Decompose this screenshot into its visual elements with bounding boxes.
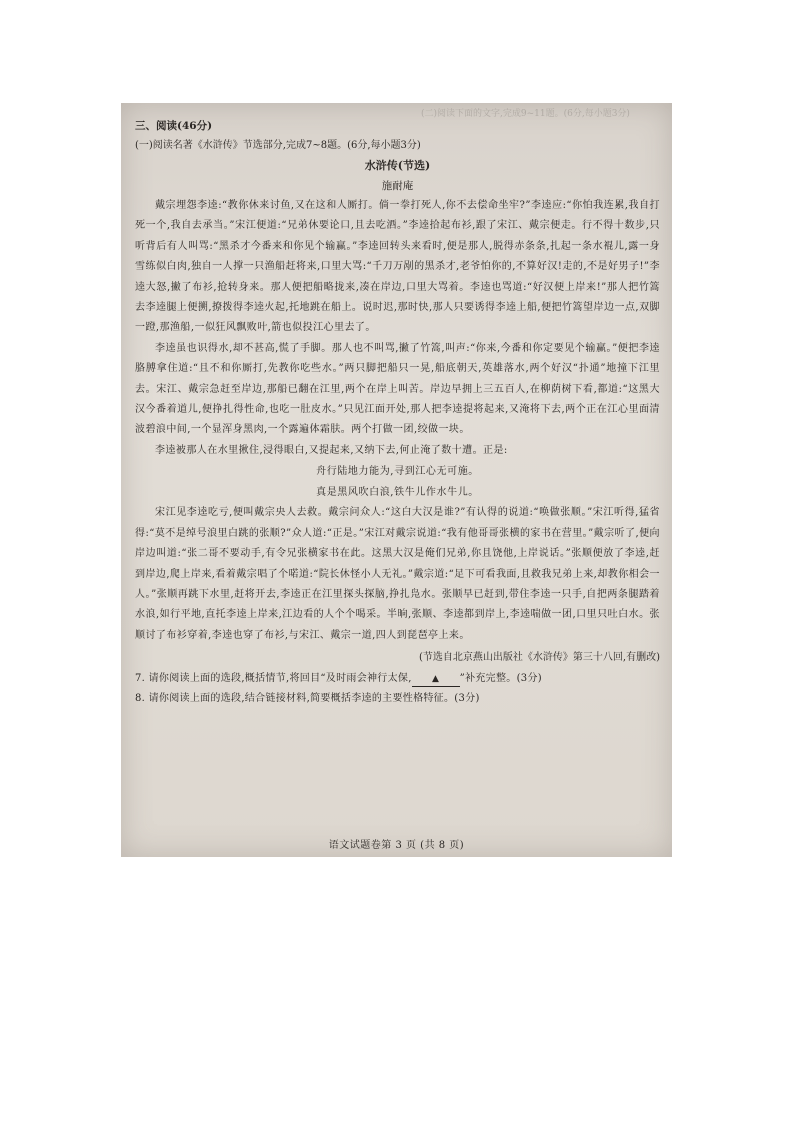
passage-title: 水浒传(节选) [364, 159, 431, 172]
passage-paragraph-3: 李逵被那人在水里揪住,浸得眼白,又提起来,又纳下去,何止淹了数十遭。正是: [155, 444, 508, 456]
scanned-exam-page [121, 103, 672, 857]
question-8: 8. 请你阅读上面的选段,结合链接材料,简要概括李逵的主要性格特征。(3分) [135, 692, 480, 704]
passage-source: (节选自北京燕山出版社《水浒传》第三十八回,有删改) [419, 652, 660, 664]
passage-paragraph-4: 宋江见李逵吃亏,便叫戴宗央人去救。戴宗问众人:“这白大汉是谁?”有认得的说道:“唤做张顺。”宋江听得,猛省得:“莫不是绰号浪里白跳的张顺?”众人道:“正是。”宋江对戴宗说道:“我有他哥哥张横的家书在营里。”戴宗听了,便向岸边叫道:“张二哥不要动手,有令兄张横家书在此。这黑大汉是俺们兄弟,你且饶他,上岸说话。”张顺便放了李逵,赶到岸边,爬上岸来,看着戴宗唱了个喏道:“院长休怪小人无礼。”戴宗道:“足下可看我面,且救我兄弟上来,却教你相会一人。”张顺再跳下水里,赶将开去,李逵正在江里探头探脑,挣扎凫水。张顺早已赶到,带住李逵一只手,自把两条腿踏着水浪,如行平地,直托李逵上岸来,江边看的人个个喝采。半晌,张顺、李逵都到岸上,李逵喘做一团,口里只吐白水。张顺讨了布衫穿着,李逵也穿了布衫,与宋江、戴宗一道,四人到琵琶亭上来。 [135, 507, 660, 641]
poem-line-1: 舟行陆地力能为,寻到江心无可施。 [316, 466, 479, 478]
subsection-instruction: (一)阅读名著《水浒传》节选部分,完成7~8题。(6分,每小题3分) [135, 140, 421, 151]
section-title: 三、阅读(46分) [135, 120, 213, 132]
passage-paragraph-2: 李逵虽也识得水,却不甚高,慌了手脚。那人也不叫骂,撇了竹篙,叫声:“你来,今番和你定要见个输赢。”便把李逵胳膊拿住道:“且不和你厮打,先教你吃些水。”两只脚把船只一晃,船底朝天,英雄落水,两个好汉“扑通”地撞下江里去。宋江、戴宗急赶至岸边,那船已翻在江里,两个在岸上叫苦。岸边早拥上三五百人,在柳荫树下看,都道:“这黑大汉今番着道儿,便挣扎得性命,也吃一肚皮水。”只见江面开处,那人把李逵提将起来,又淹将下去,两个正在江心里面清波碧浪中间,一个显浑身黑肉,一个露遍体霜肤。两个打做一团,绞做一块。 [135, 342, 660, 436]
page-content [135, 116, 660, 709]
poem-line-2: 真是黑风吹白浪,铁牛儿作水牛儿。 [316, 487, 479, 499]
question-7-text-after: ”补充完整。(3分) [459, 672, 542, 684]
question-7-text-before: 7. 请你阅读上面的选段,概括情节,将回目“及时雨会神行太保, [135, 672, 412, 684]
question-7 [135, 669, 660, 689]
passage-author: 施耐庵 [381, 180, 414, 192]
question-7-blank-marker: ▲ [432, 673, 440, 684]
page-footer: 语文试题卷第 3 页 (共 8 页) [328, 840, 465, 851]
question-7-blank [412, 672, 460, 687]
bleed-through-text: (二)阅读下面的文字,完成9~11题。(6分,每小题3分) [421, 109, 630, 119]
passage-paragraph-1: 戴宗埋怨李逵:“教你休来讨鱼,又在这和人厮打。倘一拳打死人,你不去偿命坐牢?”李逵应:“你怕我连累,我自打死一个,我自去承当。”宋江便道:“兄弟休要论口,且去吃酒。”李逵拾起布衫,跟了宋江、戴宗便走。行不得十数步,只听背后有人叫骂:“黑杀才今番来和你见个输赢。”李逵回转头来看时,便是那人,脱得赤条条,扎起一条水裩儿,露一身雪练似白肉,独自一人撑一只渔船赶将来,口里大骂:“千刀万剐的黑杀才,老爷怕你的,不算好汉!走的,不是好男子!”李逵大怒,撇了布衫,抢转身来。那人便把船略拢来,凑在岸边,口里大骂着。李逵也骂道:“好汉便上岸来!”那人把竹篙去李逵腿上便搠,撩拨得李逵火起,托地跳在船上。说时迟,那时快,那人只要诱得李逵上船,便把竹篙望岸边一点,双脚一蹬,那渔船,一似狂风飘败叶,箭也似投江心里去了。 [135, 200, 660, 334]
